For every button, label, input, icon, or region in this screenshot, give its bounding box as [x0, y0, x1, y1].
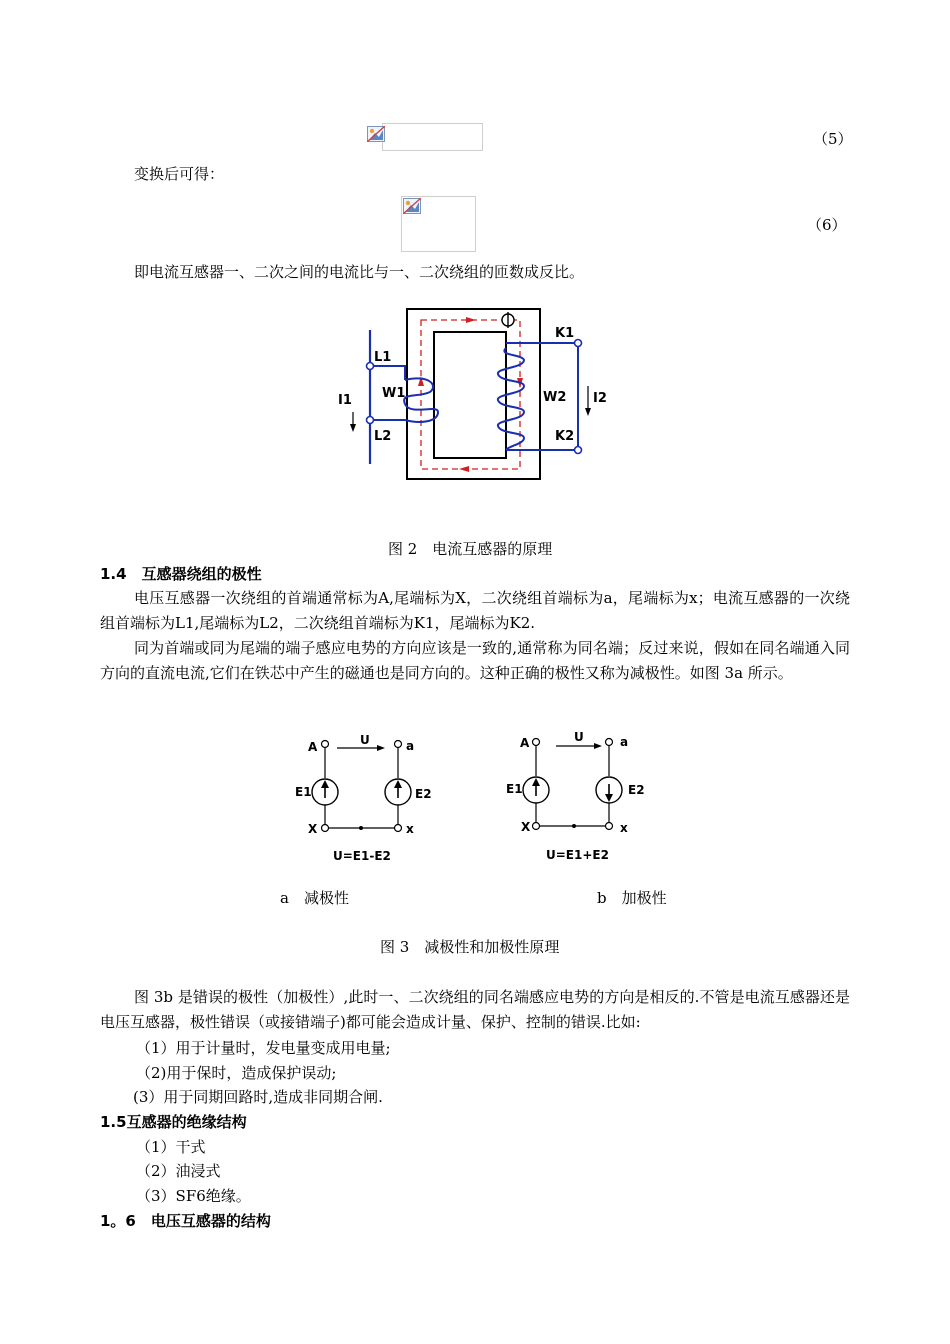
svg-text:E1: E1: [295, 785, 312, 799]
equation-5-number: （5）: [813, 130, 853, 148]
svg-text:U: U: [360, 733, 370, 747]
figure-3-caption: 图 3 减极性和加极性原理: [380, 938, 560, 956]
section-1-5-heading: 1.5互感器的绝缘结构: [100, 1113, 247, 1131]
svg-text:E2: E2: [628, 783, 645, 797]
broken-image-icon: [367, 126, 385, 142]
list-item: （1）用于计量时，发电量变成用电量;: [136, 1039, 391, 1057]
equation-5-image: [382, 123, 483, 151]
figure-3b-additive-polarity: [506, 726, 656, 866]
figure-2-ct-principle: [330, 300, 620, 490]
label-w2: W2: [543, 390, 567, 405]
figure-3b-label: b 加极性: [597, 889, 667, 907]
section-1-4-paragraph-1: 电压互感器一次绕组的首端通常标为A,尾端标为X，二次绕组首端标为a，尾端标为x；电流互感器的一次绕组首端标为L1,尾端标为L2，二次绕组首端标为K1，尾端标为K2.: [100, 589, 850, 632]
label-l2: L2: [374, 429, 392, 444]
section-1-6-heading: 1。6 电压互感器的结构: [100, 1212, 271, 1230]
svg-text:a: a: [406, 739, 415, 753]
label-i2: I2: [593, 391, 607, 406]
figure-3a-subtractive-polarity: [295, 728, 445, 868]
list-item: （2)用于保时，造成保护误动;: [136, 1064, 337, 1082]
svg-text:U=E1+E2: U=E1+E2: [546, 848, 609, 862]
label-w1: W1: [382, 386, 406, 401]
label-k2: K2: [555, 429, 575, 444]
polarity-error-paragraph: 图 3b 是错误的极性（加极性）,此时一、二次绕组的同名端感应电势的方向是相反的.不管是电流互感器还是电压互感器，极性错误（或接错端子)都可能会造成计量、保护、控制的错误.比如:: [100, 988, 850, 1031]
svg-text:E2: E2: [415, 787, 432, 801]
svg-text:A: A: [520, 736, 530, 750]
after-transform-text: 变换后可得：: [134, 165, 225, 183]
svg-text:U=E1-E2: U=E1-E2: [333, 849, 391, 863]
svg-text:E1: E1: [506, 782, 523, 796]
label-l1: L1: [374, 350, 392, 365]
broken-image-icon: [403, 198, 421, 214]
svg-text:X: X: [521, 820, 531, 834]
list-item: (3）用于同期回路时,造成非同期合闸.: [133, 1088, 383, 1106]
svg-text:U: U: [574, 730, 584, 744]
list-item: （1）干式: [136, 1138, 206, 1156]
label-k1: K1: [555, 326, 575, 341]
figure-3a-label: a 减极性: [280, 889, 349, 907]
svg-text:a: a: [620, 735, 629, 749]
label-i1: I1: [338, 393, 352, 408]
section-1-4-heading: 1.4 互感器绕组的极性: [100, 565, 262, 583]
equation-6-number: （6）: [807, 216, 847, 234]
svg-text:A: A: [308, 740, 318, 754]
svg-text:x: x: [406, 822, 414, 836]
section-1-4-paragraph-2: 同为首端或同为尾端的端子感应电势的方向应该是一致的,通常称为同名端；反过来说，假如在同名端通入同方向的直流电流,它们在铁芯中产生的磁通也是同方向的。这种正确的极性又称为减极性。如图 3a 所示。: [100, 639, 850, 682]
figure-2-caption: 图 2 电流互感器的原理: [388, 540, 553, 558]
ratio-text: 即电流互感器一、二次之间的电流比与一、二次绕组的匝数成反比。: [134, 263, 585, 281]
svg-text:x: x: [620, 821, 628, 835]
list-item: （3）SF6绝缘。: [136, 1187, 251, 1205]
list-item: （2）油浸式: [136, 1162, 221, 1180]
svg-text:X: X: [308, 822, 318, 836]
